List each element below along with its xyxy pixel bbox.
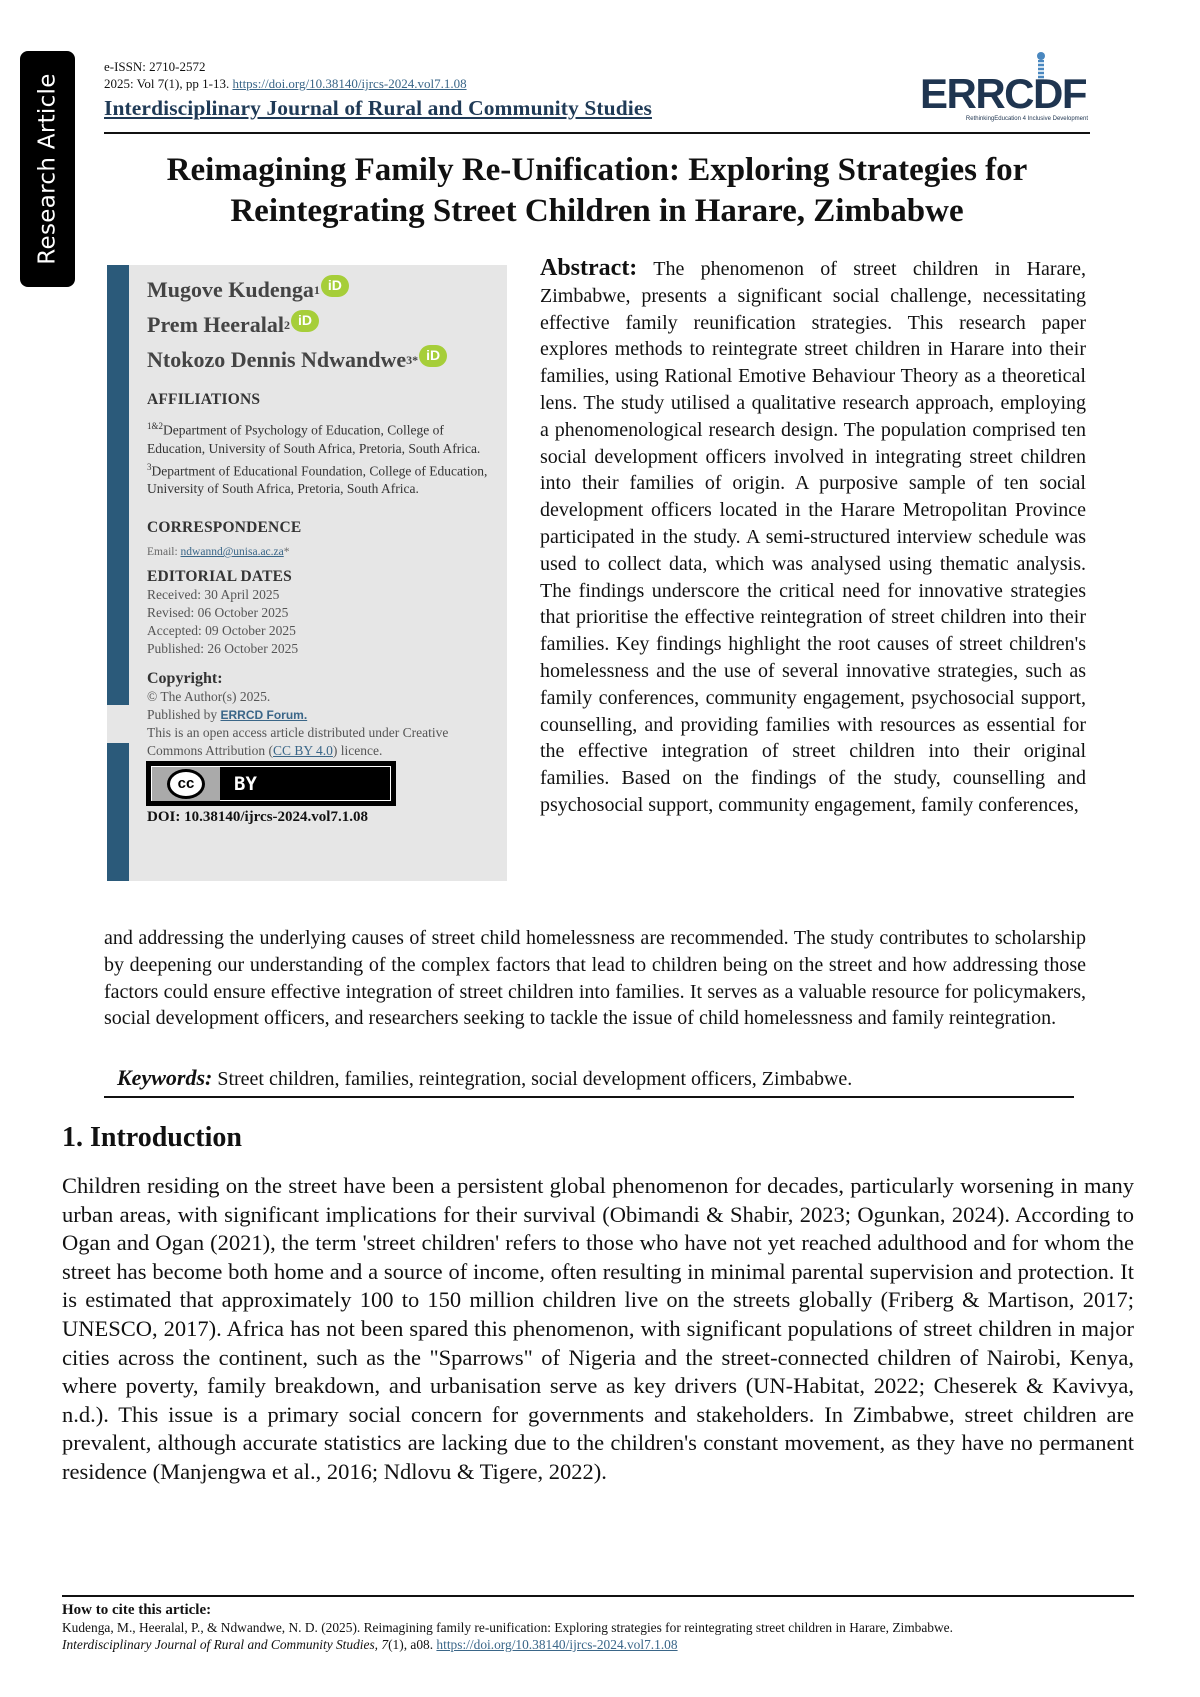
header-doi-link[interactable]: https://doi.org/10.38140/ijrcs-2024.vol7.1.08: [232, 76, 467, 91]
keywords-label: Keywords:: [117, 1065, 213, 1090]
journal-name[interactable]: Interdisciplinary Journal of Rural and Community Studies: [104, 96, 652, 120]
citation-text: Kudenga, M., Heeralal, P., & Ndwandwe, N. D. (2025). Reimagining family re-unification: Exploring strategies for reintegrating street children in Harare, Zimbabwe. Interdisciplinary Journal of Rural and Community Studies, 7(1), a08. https://doi.org/10.38140/ijrcs-2024.vol7.1.08: [62, 1620, 953, 1652]
article-title: [104, 150, 1090, 232]
citation-block: [62, 1602, 1134, 1653]
abstract: [540, 255, 1086, 819]
published-by: Published by ERRCD Forum.: [147, 707, 308, 722]
info-box-accent-bar: [107, 265, 129, 705]
research-article-tab: [20, 51, 75, 287]
research-article-label: Research Article: [34, 73, 61, 265]
date-accepted: Accepted: 09 October 2025: [147, 623, 296, 638]
keywords: [117, 1065, 852, 1091]
cc-by-badge[interactable]: [147, 762, 395, 805]
volume-text: 2025: Vol 7(1), pp 1-13.: [104, 76, 230, 91]
copyright-heading: Copyright:: [147, 670, 223, 687]
affiliation-item: $^{1\&2}$Department of Psychology of Education, College of Education, University of South Africa, Pretoria, South Africa.: [147, 421, 481, 456]
abstract-label: Abstract:: [540, 255, 638, 281]
abstract-continued: and addressing the underlying causes of street child homelessness are recommended. The study contributes to scholarship by deepening our understanding of the complex factors that lead to children being on the street and how addressing those factors could ensure effective integration of street children into families. It serves as a valuable resource for policymakers, social development officers, and researchers seeking to tackle the issue of child homelessness and family reintegration.: [104, 927, 1086, 1030]
by-icon: BY: [234, 772, 257, 795]
author: Mugove Kudenga 1 iD: [147, 272, 502, 307]
journal-header: [104, 58, 1090, 136]
affiliation-item: $^3$Department of Educational Foundation, College of Education, University of South Africa, Pretoria, South Africa.: [147, 461, 488, 496]
article-doi: DOI: 10.38140/ijrcs-2024.vol7.1.08: [147, 809, 368, 825]
citation-heading: How to cite this article:: [62, 1602, 212, 1618]
introduction-paragraph: Children residing on the street have been a persistent global phenomenon for decades, particularly worsening in many urban areas, with significant implications for their survival (Obimandi & Shabir, 2023; Ogunkan, 2024). According to Ogan and Ogan (2021), the term 'street children' refers to those who have not yet reached adulthood and for whom the street has become both home and a source of income, often resulting in minimal parental supervision and protection. It is estimated that approximately 100 to 150 million children live on the streets globally (Friberg & Martison, 2017; UNESCO, 2017). Africa has not been spared this phenomenon, with significant populations of street children in major cities across the continent, such as the "Sparrows" of Nigeria and the street-connected children of Nairobi, Kenya, where poverty, family breakdown, and urbanisation serve as key drivers (UN-Habitat, 2022; Cheserek & Kavivya, n.d.). This issue is a primary social concern for governments and stakeholders. In Zimbabwe, street children are prevalent, although accurate statistics are lacking due to the children's constant movement, as they have no permanent residence (Manjengwa et al., 2016; Ndlovu & Tigere, 2022).: [62, 1173, 1134, 1484]
license-link[interactable]: CC BY 4.0: [273, 743, 333, 758]
email-line: Email: ndwannd@unisa.ac.za*: [147, 546, 290, 558]
correspondence-heading: CORRESPONDENCE: [147, 519, 302, 536]
errcdf-logo: [920, 52, 1090, 130]
title-line-1: Reimagining Family Re-Unification: Exploring Strategies for: [166, 152, 1028, 188]
date-published: Published: 26 October 2025: [147, 641, 299, 656]
keywords-text: Street children, families, reintegration, social development officers, Zimbabwe.: [212, 1068, 853, 1090]
info-box-accent-bar: [107, 743, 129, 881]
title-line-2: Reintegrating Street Children in Harare, Zimbabwe: [230, 193, 964, 229]
license-text: This is an open access article distributed under Creative Commons Attribution (CC BY 4.0) licence.: [147, 725, 449, 758]
date-revised: Revised: 06 October 2025: [147, 605, 289, 620]
citation-doi-link[interactable]: https://doi.org/10.38140/ijrcs-2024.vol7.1.08: [436, 1637, 678, 1652]
logo-text: ERRCDF: [920, 70, 1086, 117]
cc-icon: cc: [152, 767, 220, 801]
citation-journal: Interdisciplinary Journal of Rural and Community Studies,: [62, 1637, 379, 1652]
email-link[interactable]: ndwannd@unisa.ac.za: [180, 546, 284, 558]
article-info: [147, 272, 502, 826]
author-name: Mugove Kudenga: [147, 277, 314, 302]
author-name: Prem Heeralal: [147, 312, 285, 337]
header-divider: [104, 132, 1090, 134]
introduction-heading: 1. Introduction: [62, 1122, 242, 1153]
author: Ntokozo Dennis Ndwandwe 3* iD: [147, 342, 502, 377]
date-received: Received: 30 April 2025: [147, 587, 280, 602]
affiliations: [147, 417, 502, 498]
abstract-text: The phenomenon of street children in Harare, Zimbabwe, presents a significant social challenge, necessitating effective family reunification strategies. This research paper explores methods to reintegrate street children in Harare into their families, using Rational Emotive Behaviour Theory as a theoretical lens. The study utilised a qualitative research approach, employing a phenomenological research design. The population comprised ten social development officers involved in integrating street children into their families of origin. A purposive sample of ten social development officers located in the Harare Metropolitan Province participated in the study. A semi-structured interview schedule was used to collect data, which was analysed using thematic analysis. The findings underscore the critical need for innovative strategies that prioritise the effective reintegration of street children into their families. Key findings highlight the root causes of street children's homelessness and the use of several innovative strategies, such as family conferences, community engagement, psychosocial support, counselling, and providing families with resources as essential for the effective integration of street children into their original families. Based on the findings of the study, counselling and psychosocial support, community engagement, family conferences,: [540, 258, 1086, 816]
publisher-link[interactable]: ERRCD Forum.: [220, 708, 308, 722]
editorial-dates-heading: EDITORIAL DATES: [147, 568, 292, 585]
orcid-icon[interactable]: iD: [419, 345, 447, 367]
orcid-icon[interactable]: iD: [291, 310, 319, 332]
copyright-text: © The Author(s) 2025.: [147, 689, 271, 704]
logo-tagline: RethinkingEducation 4 Inclusive Development: [965, 116, 1088, 122]
footer-divider: [62, 1595, 1134, 1597]
orcid-icon[interactable]: iD: [321, 275, 349, 297]
author-name: Ntokozo Dennis Ndwandwe: [147, 347, 407, 372]
author: Prem Heeralal 2 iD: [147, 307, 502, 342]
issn: e-ISSN: 2710-2572: [104, 59, 206, 74]
affiliations-heading: AFFILIATIONS: [147, 391, 261, 408]
keywords-divider: [104, 1096, 1074, 1098]
